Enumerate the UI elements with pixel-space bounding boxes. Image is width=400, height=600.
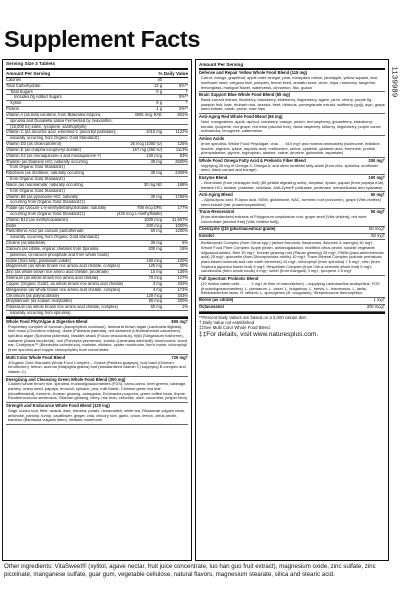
ingredient-name: Coenzyme Q10 (pharmaceutical grade) (199, 227, 276, 232)
blend-description: ‡Organic Gold Standard Whole Food Complex – Guava (Psidium guajava), holy basil (Ocimum tenuiflorum), lemon, acerola (Malpighia glabra) fruit (standardized vitamin C) supplying B complex and vitamin C) (8, 359, 186, 374)
table-header-continued: Amount Per Serving (199, 62, 244, 67)
nutrient-name: Choline (as bitartrate) (6, 241, 46, 246)
supplement-facts-title: Supplement Facts (4, 26, 201, 52)
blend-description: (from spirulina, Whole Food PhytAlgae, chia . . . 510 mg† and mineral aminoates) (isoleucine, histidine, leucine, arginine, lysine, aspartic acid, methionine, serine, cysteine, glutamic acid, threonine, proline, phenylalanine, glycine, tryptophan, alanine, valine, tyrosine, glutamine, aspartate) (201, 140, 381, 156)
ingredient-amount: 1 mg† (373, 297, 385, 303)
nutrient-name: Copper (Organic Gold‡; as whole brown rice amino acid chelate) (6, 281, 124, 286)
nutrient-name: Vitamin B12 (as methylcobalamin) (6, 217, 69, 222)
ingredient-row (199, 227, 385, 234)
blend-title: Multi Color Whole Food Blend (6, 354, 66, 360)
blend-amount: 50 mg† (370, 209, 385, 215)
nutrient-daily-value: 200% (177, 298, 188, 304)
nutrient-amount: 708 mcg DFE (136, 205, 162, 211)
nutrient-daily-value (162, 189, 188, 194)
blend-description: Black currant extract, blueberry, blackberry, elderberry, lingonberry, agave, plum, cherry, purple fig, passion fruit, kale, rhubarb root, acerola, beet, hibiscus, pomegranate extract, wolfberry (goji), açaí, grape seed extract, carob, prune, rose hips (201, 97, 385, 112)
nutrient-daily-value: 125% (177, 141, 188, 147)
nutrient-daily-value: 83% (179, 152, 188, 158)
nutrient-name: Vitamin A (as beta carotene, from Blakeslea trispora, (6, 112, 102, 117)
nutrient-amount: 15 mg (150, 269, 162, 275)
nutrient-daily-value: † (185, 100, 188, 106)
single-ingredients (199, 227, 385, 241)
nutrient-name: Vitamin K2 (as menaquinone-4 and menaquinone-7) (6, 153, 102, 158)
footnotes: **Percent Daily Values are based on a 2,000 calorie diet. † Daily Value not established ‡‡See Multi Color Whole Food Blend. ‡‡For details, visit www.naturesplus.com. (199, 314, 385, 339)
blend-description: – Bromelain (from pineapple fruit) (80 gelatin digesting units), amylase, lipase, papain (from papaya fruit), betaine HCl, lactase, protease, cellulase, Anti-Zyme® (cellulase, pectinase, hemicellulase and xylanase) (201, 179, 385, 190)
website-link[interactable]: ‡‡For details, visit www.naturesplus.com. (199, 330, 319, 338)
nutrient-daily-value: 100% (177, 257, 188, 263)
nutrient-daily-value (162, 119, 188, 124)
nutrient-amount: 300 mcg (146, 222, 162, 228)
nutrient-name: Riboflavin (as riboflavin; naturally occurring (6, 171, 85, 176)
nutrient-name: Magnesium (as whole brown rice amino acid chelate, complex) (6, 264, 120, 269)
nutrient-name: naturally occurring from Organic Gold Standard‡) (10, 136, 100, 141)
nutrient-amount: 1 g (156, 106, 162, 112)
blend-item (6, 377, 188, 404)
blend-description: – Alpha-lipoic acid, R-lipoic acid, MSM, glutathione, NAC, turmeric root (curcumin), grape (Vitis vinifera) seed extract (std. proanthocyanidins) (201, 197, 381, 207)
nutrient-daily-value: 127% (177, 275, 188, 281)
nutrient-name: Protein (6, 107, 19, 112)
nutrient-name: naturally occurring from Organic Gold Standard‡) (10, 235, 100, 240)
left-blend-list (6, 319, 188, 425)
nutrient-amount: 0 g (156, 88, 162, 94)
blend-item (199, 158, 385, 175)
blend-item (199, 114, 385, 136)
blend-title: Defense and Repair Yellow Whole Food Blend (115 mg) (199, 70, 308, 76)
nutrient-amount: 60 mg (150, 304, 162, 310)
nutrient-table (6, 78, 188, 317)
nutrient-amount: 120 mcg (146, 292, 162, 298)
probiotic-blend: Full Spectrum Probiotic Blend (20 million viable cells . . . . . 2 mg† at time of manufacture) – supplying Lactobacillus acidophilus, FOS (fructooligosaccharides), L. plantarum, L. casei, L. bulgaricus, L. brevis, L. rhamnosus, L. lactis, Bifidobacterium lactis, B. bifidum, L. sporogenes (B. coagulans), Streptococcus thermophilus (199, 276, 385, 298)
nutrient-daily-value: 2%** (178, 106, 188, 112)
ingredient-name: Inositol (199, 234, 214, 239)
nutrient-daily-value: † (185, 88, 188, 94)
nutrient-daily-value: 1000% (175, 222, 188, 228)
blend-amount: 800 mg† (171, 318, 188, 324)
nutrient-name: Vitamin C (as ascorbic acid, esterified C [ascorbyl palmitate]; (6, 130, 117, 135)
nutrient-daily-value: 1200% (175, 228, 188, 234)
blend-description: Noni, mangosteen, apple, apricot, cranberry, orange, peach, red raspberry, gooseberry, strawberry, tomato, lycopene, red grape, red wine (alcohol free), black raspberry, bilberry, lingonberry, purple carrot, schisandra, fenugreek, watermelon (201, 119, 382, 134)
nutrient-daily-value: 2308% (175, 170, 188, 176)
blend-description: Sage, kudzu root, fiber, acacia, date, banana, potato, horseradish, white tea, Rhaaceae vulgare bean, artichoke, parsnip, turnip, cauliflower, ginger, chia, chicory root, garlic, onion, lemon, citrus pectin, bamboo (Bambusa vulgaris stem), shiitake mushroom (8, 408, 186, 423)
nutrient-name: Niacin (as niacinamide; naturally occurring (6, 182, 83, 187)
nutrient-name: Vitamin D3 (as cholecalciferol) (6, 142, 62, 147)
blend-item (199, 70, 385, 92)
blend-item (199, 175, 385, 192)
nutrient-amount: 70 mcg (148, 275, 162, 281)
nutrient-name: Total Sugars (10, 89, 33, 94)
nutrient-daily-value: 501% (177, 111, 188, 117)
nutrient-amount: 40 (157, 76, 162, 82)
nutrient-amount: 30 mg (150, 193, 162, 199)
nutrient-amount: 60 mg (150, 228, 162, 234)
nutrient-name: Includes 0g Added Sugars (14, 95, 62, 100)
nutrient-name: occurring from Organic Gold Standard‡‡) (10, 212, 86, 216)
nutrient-name: Calories (6, 77, 22, 82)
nutrient-name: Xylitol (10, 101, 21, 106)
other-ingredients: Other ingredients: VitaSweet® (xylitol, agave nectar, fruit juice concentrate, luo han guo fruit extract), magnesium oxide, zinc sulfate, zinc picolinate, manganese sulfate, guar gum, vegetable cellulose, natural flavors, magnesium stearate, silica and stearic acid. (4, 563, 376, 578)
nutrient-name: occurring from Organic Gold Standard‡‡) (10, 200, 86, 205)
nutrient-name: Iodine (from kelp, potassium iodide) (6, 258, 71, 263)
nutrient-amount: 30 mg (150, 170, 162, 176)
nutrient-name: Vitamin B6 (as pyridoxine HCl; naturally (6, 194, 79, 199)
nutrient-name: Folate (as calcium-L-5-methyltetrahydrofolate; naturally (6, 206, 107, 211)
nutrient-name: from Organic Gold Standard‡) (10, 165, 65, 170)
nutrient-name: Calcium (as citrate, organic chelates from Spirulina (6, 246, 99, 251)
blend-item (199, 192, 385, 209)
nutrient-name: (15,000 IU) lutein, lycopene, xanthophylls) (10, 124, 87, 129)
nutrient-amount: 30 mg (150, 240, 162, 246)
nutrient-amount: 13 g (154, 82, 162, 88)
side-code: 1139989 (390, 66, 400, 98)
blend-item (199, 136, 385, 158)
blend-amount: 200 mg† (368, 157, 385, 163)
blend-amount: 100 mg† (368, 175, 385, 181)
blend-title: Energizing and Cleansing Green Whole Food Blend (300 mg) (6, 376, 126, 382)
nutrient-daily-value (162, 311, 188, 316)
nutrient-daily-value: 15% (179, 245, 188, 251)
nutrient-amount: 3 mg (152, 280, 162, 286)
ingredient-amount: 200 mcg† (366, 304, 385, 310)
ingredient-row (199, 305, 385, 312)
nutrient-name: naturally occurring from spirulina) (10, 311, 71, 316)
ingredient-row (199, 234, 385, 241)
nutrient-name: Total Carbohydrate (6, 83, 41, 88)
nutrient-amount: 30 mg (150, 158, 162, 164)
ingredient-amount: 50 mg† (371, 233, 385, 239)
nutrient-name: spirulina and Dunaliella salina Fermented by zeaxanthin, (10, 118, 113, 123)
blend-description: Carrot, mango, grapefruit, apple cider vinegar, pear, honeydew melon, pineapple, yellow squash, kiwi, sunflower seed, oregano leaf, pumpkin, fennel seed, annatto seed, clove, hops, rosemary, tangerine, lemongrass, marigold flower, watercress, cinnamon, flax, guava (201, 75, 379, 90)
nutrient-amount: 30 mg NE (143, 181, 162, 187)
blend-item (6, 403, 188, 425)
blend-description: supplying 25 mg of Omega-3, Omega-6, and other healthful fatty acids (from chia, spirulina, sunflower seed, black currant and borage) (201, 162, 379, 173)
blend-title: Brain Support Blue Whole Food Blend (55 mg) (199, 92, 291, 98)
nutrient-amount: 1010 mg (146, 129, 162, 135)
bioflavonoid-complex: Bioflavonoid Complex (from Citrus spp.) (active flavonols, flavanones, flavones & naringin) 30 mg†; Whole Food Fiber Complex: Apple pectin, arabinogalactan, modified citrus pectin, soluble vegetable oligosaccharides, fiber 30 mg†; Korean ginseng root (Panax ginseng) 25 mg†, PABA (para-aminobenzoic acid) 25 mg†; quercetin (from Dimorphandra mollis) 10 mg†; Trace Mineral Complex (soluble prehistoric plant-based minerals and rare earth elements) 10 mg†; chlorophyll (from spirulina) 7.5 mg†; rutin (from Sophora japonica flower bud) 5 mg†; Hesperidin Complex (from Citrus sinensis whole fruit) 5 mg†; carotenoids (from whole foods) 4 mg†; lutein (from marigold) 3 mg†, lycopene 2.5 mg† (199, 240, 385, 276)
blend-title: Strength and Endurance Whole Food Blend (120 mg) (6, 403, 110, 409)
serving-size: Serving Size 3 Tablets (6, 61, 56, 66)
right-blend-list (199, 70, 385, 226)
nutrient-amount: 100 mcg (146, 152, 162, 158)
nutrient-name: Pantothenic Acid (as calcium pantothenate; (6, 229, 85, 234)
nutrient-name: from Organic Gold Standard‡) (10, 188, 65, 193)
nutrient-amount: 1000 mcg (144, 216, 162, 222)
blend-title: Anti-Aging Red Whole Food Blend (65 mg) (199, 114, 283, 120)
nutrient-daily-value: 1% (182, 304, 188, 310)
nutrient-name: Molybdenum (as sodium molybdate) (6, 299, 72, 304)
blend-title: Trans-Resveratrol (199, 209, 235, 215)
blend-description: Cooked whole brown rice, spirulina, fructooligosaccharides (FOS), camu-camu, beet greens, cabbage, parsley, celery seed, papaya, broccoli, spinach, pea, milk thistle, Chinese green tea leaf (decaffeinated), turmeric, Korean ginseng, astragalus, Echinacea purpurea, green coffee bean, thyme, Eleutherococcus senticosus, Siberian ginseng, berry, rice bran, chlorella, olive, cucumber, juniper berry (8, 381, 188, 401)
nutrient-daily-value: 1122% (175, 129, 188, 135)
nutrient-daily-value: 0%** (178, 94, 188, 100)
blend-title: Enzyme Blend (199, 175, 228, 181)
nutrient-name: Zinc (as whole brown rice amino acid chelate, picolinate) (6, 270, 109, 275)
nutrient-daily-value: 1113% (175, 146, 188, 152)
nutrient-name: Thiamin (as thiamine HCl; naturally occurring (6, 159, 88, 164)
nutrient-name: Potassium (as whole brown rice amino acid chelate, complex) (6, 305, 118, 310)
left-facts-panel (2, 59, 192, 561)
nutrient-daily-value: 333% (177, 280, 188, 286)
nutrient-amount: 4 mg (152, 286, 162, 292)
single-ingredients-2 (199, 298, 385, 312)
ingredient-row (199, 298, 385, 305)
blend-amount: 50 mg† (370, 192, 385, 198)
nutrient-amount: 90 mcg (148, 298, 162, 304)
nutrient-daily-value: 1765% (175, 193, 188, 199)
right-facts-panel (195, 59, 389, 561)
nutrient-daily-value: 136% (177, 269, 188, 275)
blend-item (199, 92, 385, 114)
nutrient-amount: (425 mcg L-methylfolate) (116, 211, 162, 216)
blend-item (6, 319, 188, 355)
nutrient-daily-value: 5%** (178, 82, 188, 88)
nutrient-daily-value (162, 253, 188, 258)
nutrient-amount: 150 mcg (146, 257, 162, 263)
ingredient-name: Boron (as citrate) (199, 298, 234, 303)
nutrient-amount: 200 mg (148, 245, 162, 251)
ingredient-name: Octacosanol (199, 305, 224, 310)
nutrient-amount: 125 mg (148, 263, 162, 269)
nutrient-name: from Organic Gold Standard‡) (10, 177, 65, 182)
nutrient-daily-value: 174% (177, 286, 188, 292)
blend-item (199, 209, 385, 226)
blend-description: Proprietary complex of fucoxan (Ascophyllum nodosum), laminaria brown algae (Laminaria digitata), Irish moss (Chondrus crispus), dulse (Palmaria palmata), red seaweed (Lithothamnium calcareum), spirulina algae (Spirulina platensis), bladder-wrack (Fucus vesiculosus), hijiki (Sargassum fusiforme), wakame (Alaria esculenta), nori (Porphyra yezoensis), kombu (Laminaria setchellii); mushrooms: wood ear, Cordyceps™ (Bionectria ochroleuca), maitake, shiitake, oyster mushroom, lion's mane; chlorophyll (from spirulina and copper chlorophyllin) from concentrate (8, 323, 188, 353)
nutrient-daily-value: 188% (177, 181, 188, 187)
nutrient-name: Manganese (as whole brown rice amino acid chelate, complex) (6, 287, 121, 292)
nutrient-daily-value: 5% (182, 240, 188, 246)
blend-item (6, 355, 188, 377)
ingredient-amount: 50 mcg† (369, 226, 385, 232)
blend-title: Amino Acids (199, 135, 225, 141)
blend-amount: 725 mg† (171, 354, 188, 360)
nutrient-amount: 4505 mcg RAE (134, 111, 162, 117)
nutrient-daily-value: 177% (177, 205, 188, 211)
nutrient-daily-value: 41,667% (171, 216, 188, 222)
nutrient-daily-value: 30% (179, 263, 188, 269)
nutrient-amount: 25 mcg (1000 IU) (130, 141, 162, 147)
nutrient-name: Vitamin E (as d-alpha tocopheryl acetate) (6, 147, 82, 152)
nutrient-amount: 9 g (156, 100, 162, 106)
blend-description: (from standardized extracts of Polygonum cuspidatum root, grape seed [Vitis vinifera], red wine concentrate [alcohol free] [Vitis vinifera fruit]) (201, 214, 367, 224)
nutrient-daily-value: 2500% (175, 158, 188, 164)
blend-title: Whole Food Omega Fatty Acid & Prebiotic Fiber Blend (199, 157, 306, 163)
nutrient-amount: 167 mg (250 IU) (132, 146, 162, 152)
nutrient-daily-value: 343% (177, 292, 188, 298)
blend-title: Anti-Aging Blend (199, 192, 233, 198)
nutrient-name: Chromium (as polynicotinate) (6, 293, 60, 298)
nutrient-name: platensis, di-calcium phosphate and from whole foods) (10, 252, 109, 257)
nutrient-name: Selenium (as whole brown rice amino acid chelate) (6, 276, 99, 281)
table-header: Amount Per Serving % Daily Value (6, 70, 188, 76)
nutrient-name: Biotin (6, 223, 17, 228)
blend-title: Whole Food PhytAlgae & Digestive Blend (6, 318, 88, 324)
